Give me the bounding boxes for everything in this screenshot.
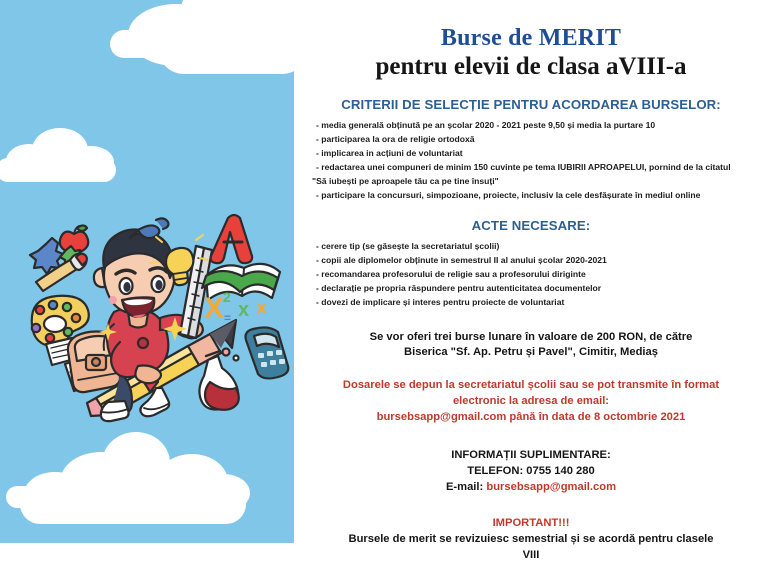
documents-heading: ACTE NECESARE: [471, 217, 591, 233]
illustration-panel [0, 0, 294, 543]
calculator-icon [246, 327, 289, 378]
important-line2: VIII [522, 548, 540, 561]
contact-heading: INFORMAȚII SUPLIMENTARE: [451, 449, 611, 462]
list-item: - implicarea in acțiuni de voluntariat [316, 148, 463, 159]
submission-line3: bursebsapp@gmail.com până în data de 8 octombrie 2021 [376, 411, 686, 424]
student-illustration-icon [10, 212, 290, 427]
list-item: - cerere tip (se găsește la secretariatul școlii) [316, 240, 500, 251]
svg-text:2: 2 [223, 289, 231, 305]
criteria-heading: CRITERII DE SELECȚIE PENTRU ACORDAREA BURSELOR: [341, 97, 721, 113]
contact-email-value[interactable]: bursebsapp@gmail.com [486, 480, 617, 493]
svg-text:x: x [238, 299, 250, 321]
poster-content [294, 0, 768, 561]
music-note-icon [138, 218, 168, 238]
list-item: - participare la concursuri, simpozioane, proiecte, inclusiv la cele desfășurate în mediul online [316, 190, 701, 201]
svg-text:=: = [224, 311, 232, 325]
list-item: - participarea la ora de religie ortodoxă [316, 134, 475, 145]
submission-line2: electronic la adresa de email: [452, 395, 610, 408]
criteria-list [302, 119, 760, 203]
letter-a-icon [211, 215, 253, 263]
svg-text:x: x [256, 297, 268, 319]
offer-line1: Se vor oferi trei burse lunare în valoare de 200 RON, de către [369, 330, 693, 343]
svg-text:X: X [204, 292, 225, 325]
cloud-bottom-icon [20, 432, 250, 524]
submission-line1: Dosarele se depun la secretariatul școlii sau se pot transmite în format [342, 379, 720, 392]
list-item: - dovezi de implicare și interes pentru proiecte de voluntariat [316, 296, 565, 307]
offer-block [302, 330, 760, 362]
cloud-left-icon [2, 128, 124, 186]
important-line1: Bursele de merit se revizuiesc semestrial și se acordă pentru clasele [348, 532, 714, 545]
offer-line2: Biserica "Sf. Ap. Petru și Pavel", Cimitir, Mediaș [404, 346, 658, 359]
contact-phone: TELEFON: 0755 140 280 [467, 464, 595, 477]
important-block [302, 516, 760, 564]
list-item: - copii ale diplomelor obținute in semestrul II al anului școlar 2020-2021 [316, 254, 607, 265]
contact-email-row [302, 480, 760, 496]
list-item: - recomandarea profesorului de religie sau a profesorului diriginte [316, 268, 586, 279]
list-item: - media generală obținută pe an școlar 2020 - 2021 peste 9,50 și media la purtare 10 [316, 120, 656, 131]
page-title-line1: Burse de MERIT [440, 25, 622, 51]
contact-block [302, 448, 760, 496]
submission-block [302, 378, 760, 426]
list-item: - declarație pe propria răspundere pentru autenticitatea documentelor [316, 282, 602, 293]
list-item-continuation: "Să iubești pe aproapele tău ca pe tine însuți" [312, 176, 499, 187]
list-item: - redactarea unei compuneri de minim 150 cuvinte pe tema IUBIRII APROAPELUI, pornind de la citatul [316, 162, 731, 173]
important-badge: IMPORTANT!!! [492, 516, 570, 529]
contact-email-label: E-mail: [445, 480, 487, 493]
page-title-line2: pentru elevii de clasa aVIII-a [375, 52, 687, 80]
documents-list [302, 240, 760, 310]
